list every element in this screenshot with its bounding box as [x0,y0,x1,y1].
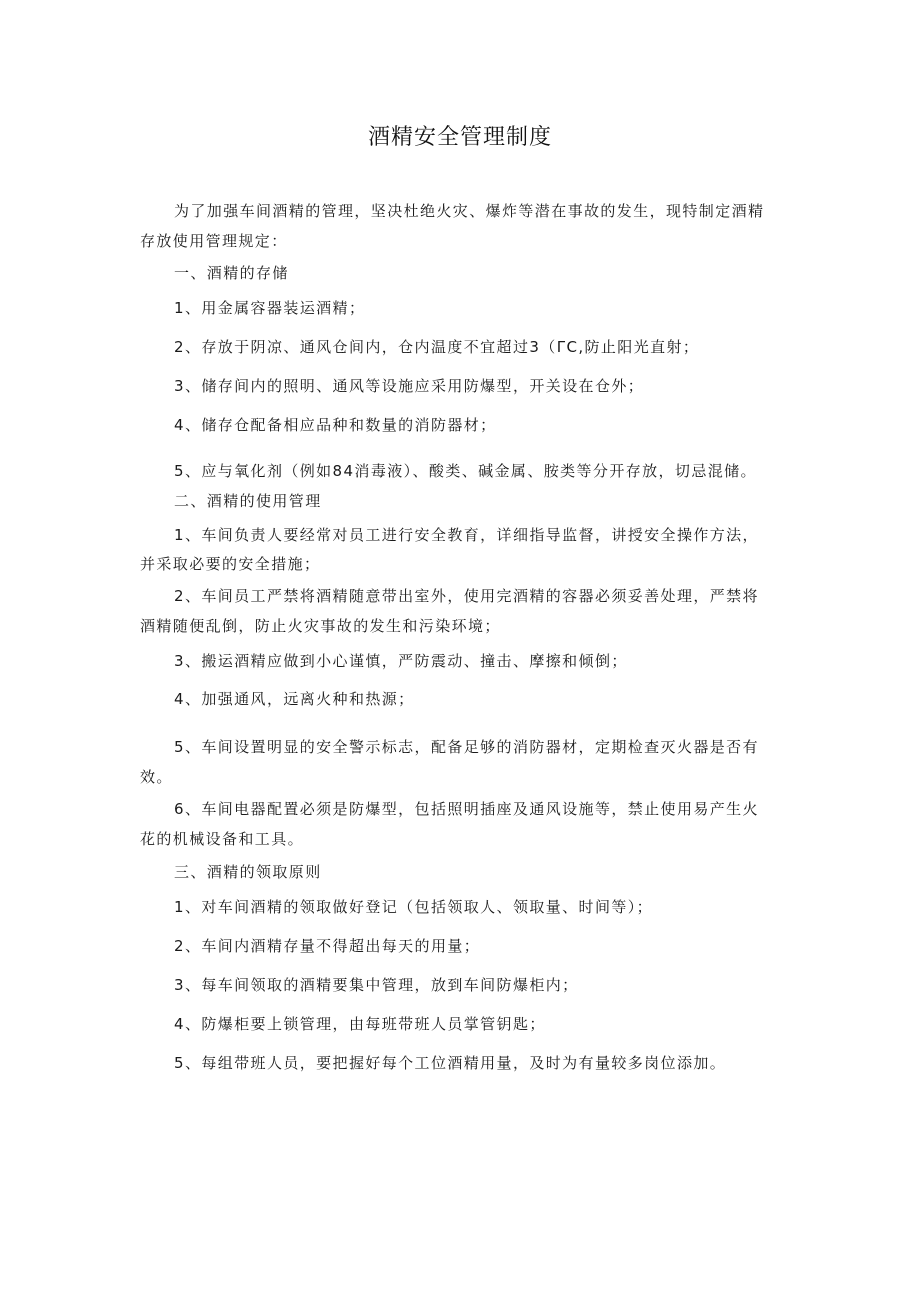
section-3-item-4: 4、防爆柜要上锁管理，由每班带班人员掌管钥匙； [174,1015,546,1033]
section-2-item-1-line-1: 1、车间负责人要经常对员工进行安全教育，详细指导监督，讲授安全操作方法， [174,526,759,544]
section-2-item-2-line-1: 2、车间员工严禁将酒精随意带出室外，使用完酒精的容器必须妥善处理，严禁将 [174,587,759,605]
section-2-item-6-line-2: 花的机械设备和工具。 [140,830,305,848]
document-title: 酒精安全管理制度 [367,125,552,150]
intro-line-2: 存放使用管理规定： [140,232,288,250]
section-3-heading: 三、酒精的领取原则 [174,863,322,881]
section-1-item-3: 3、储存间内的照明、通风等设施应采用防爆型，开关设在仓外； [174,377,645,395]
section-1-item-4: 4、储存仓配备相应品种和数量的消防器材； [174,416,497,434]
section-2-item-2-line-2: 酒精随便乱倒，防止火灾事故的发生和污染环境； [140,617,501,635]
section-1-item-2: 2、存放于阴凉、通风仓间内，仓内温度不宜超过3（ΓC,防止阳光直射； [174,338,700,356]
section-3-item-3: 3、每车间领取的酒精要集中管理，放到车间防爆柜内； [174,976,579,994]
section-1-item-5: 5、应与氧化剂（例如84消毒液）、酸类、碱金属、胺类等分开存放，切忌混储。 [174,462,757,480]
section-1-heading: 一、酒精的存储 [174,264,289,282]
section-3-item-2: 2、车间内酒精存量不得超出每天的用量； [174,937,481,955]
section-2-item-5-line-1: 5、车间设置明显的安全警示标志，配备足够的消防器材，定期检查灭火器是否有 [174,738,759,756]
section-2-item-6-line-1: 6、车间电器配置必须是防爆型，包括照明插座及通风设施等，禁止使用易产生火 [174,800,759,818]
intro-line-1: 为了加强车间酒精的管理，坚决杜绝火灾、爆炸等潜在事故的发生，现特制定酒精 [174,202,765,220]
section-2-item-3: 3、搬运酒精应做到小心谨慎，严防震动、撞击、摩擦和倾倒； [174,652,628,670]
section-2-item-4: 4、加强通风，远离火种和热源； [174,690,415,708]
section-2-item-5-line-2: 效。 [140,768,173,786]
section-2-heading: 二、酒精的使用管理 [174,492,322,510]
section-3-item-1: 1、对车间酒精的领取做好登记（包括领取人、领取量、时间等）； [174,898,654,916]
section-2-item-1-line-2: 并采取必要的安全措施； [140,555,321,573]
section-3-item-5: 5、每组带班人员，要把握好每个工位酒精用量，及时为有量较多岗位添加。 [174,1054,727,1072]
section-1-item-1: 1、用金属容器装运酒精； [174,299,366,317]
